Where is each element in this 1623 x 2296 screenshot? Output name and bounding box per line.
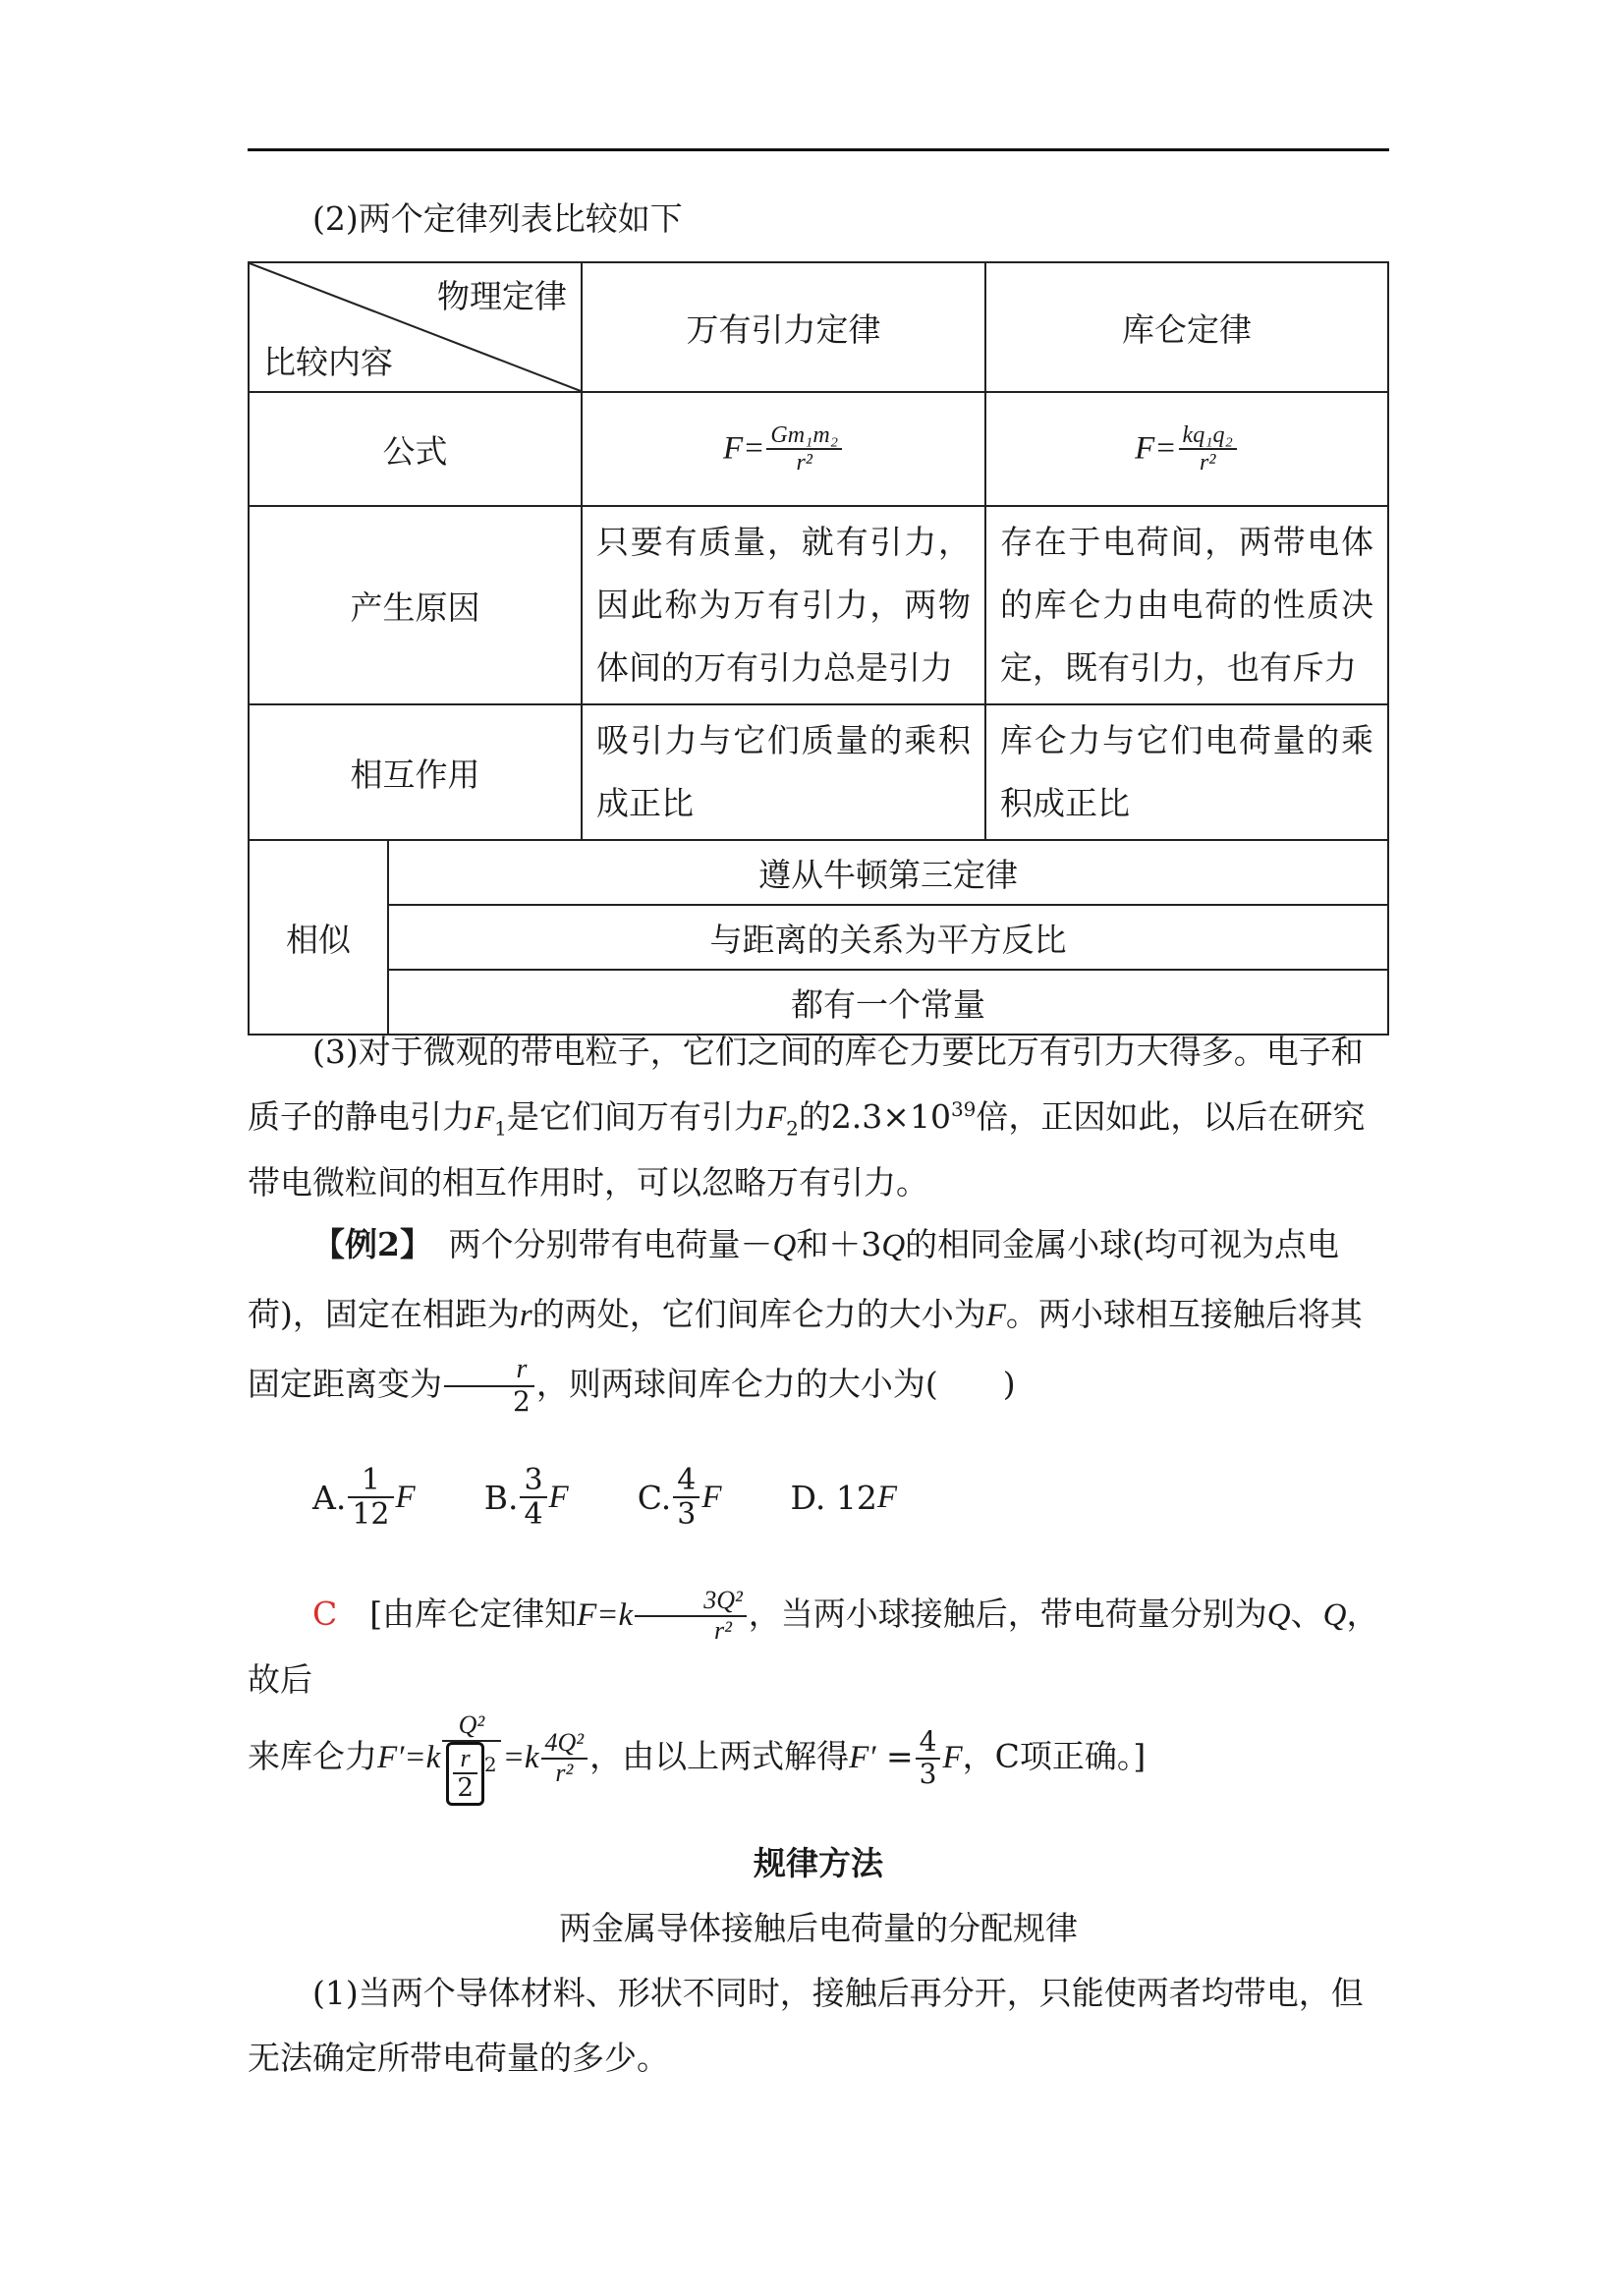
distance-fraction	[444, 1355, 534, 1418]
option-letter: B.	[483, 1478, 519, 1517]
final-num: 4	[916, 1727, 941, 1760]
f2-symbol: F	[765, 1100, 787, 1136]
gravity-formula-num: Gm₁m₂	[766, 422, 842, 450]
option-var: F	[701, 1479, 722, 1515]
coulomb-formula-lhs: F=	[1135, 430, 1177, 466]
para3-text-d: 倍，正因如此，以后在研究带电微粒间的相互作用时，可以忽略万有引力。	[248, 1097, 1366, 1202]
gravity-cause: 只要有质量，就有引力，因此称为万有引力，两物体间的万有引力总是引力	[582, 506, 985, 704]
option-var: F	[876, 1479, 897, 1515]
solution-text: ，由以上两式解得	[589, 1737, 850, 1775]
example-2	[248, 1210, 1389, 1419]
para3-text-c: 的2.3×10	[798, 1097, 951, 1136]
gravity-formula-den: r²	[796, 450, 812, 476]
separator: 、	[1290, 1595, 1323, 1633]
example-text-f: ，则两球间库仑力的大小为( )	[535, 1365, 1016, 1403]
similar-item: 与距离的关系为平方反比	[388, 905, 1388, 970]
example-text-d: 的两处，它们间库仑力的大小为	[532, 1295, 986, 1333]
charge-q2: Q	[881, 1228, 906, 1263]
gravity-formula-lhs: F=	[722, 430, 765, 466]
example-text-e: 。两小球相互接触后将其固定距离变为	[248, 1295, 1363, 1403]
solution-text: ，当两小球接触后，带电荷量分别为	[748, 1595, 1267, 1633]
option-letter: D.	[790, 1478, 826, 1517]
intro-text: (2)两个定律列表比较如下	[312, 199, 683, 238]
force-prime: F′	[377, 1740, 405, 1775]
option-a	[312, 1464, 416, 1531]
gravity-formula	[582, 392, 985, 506]
option-letter: A.	[312, 1478, 347, 1517]
force-f: F	[985, 1298, 1006, 1333]
f1-symbol: F	[475, 1100, 495, 1136]
solution-text: [由库仑定律知	[369, 1595, 578, 1633]
option-var: F	[548, 1479, 569, 1515]
paren-box	[446, 1742, 484, 1806]
header-rule	[248, 148, 1389, 151]
formula-lhs: F=k	[577, 1597, 634, 1633]
inner-exp: 2	[483, 1752, 497, 1776]
f2-subscript: 2	[786, 1116, 799, 1141]
inner-num: r	[453, 1745, 477, 1775]
final-var: F	[942, 1740, 963, 1775]
coulomb-formula-num: kq₁q₂	[1179, 422, 1237, 450]
inner-den: 2	[457, 1773, 474, 1804]
option-num: 4	[673, 1464, 700, 1498]
solution-text: ，C项正确。]	[962, 1737, 1147, 1775]
header-compare-label: 比较内容	[263, 343, 393, 381]
option-den: 12	[352, 1497, 390, 1532]
result-num: 4Q²	[541, 1729, 588, 1760]
option-num: 1	[348, 1464, 393, 1498]
result-den: r²	[555, 1759, 574, 1787]
coulomb-cause: 存在于电荷间，两带电体的库仑力由电荷的性质决定，既有引力，也有斥力	[985, 506, 1388, 704]
col-coulomb-header: 库仑定律	[985, 262, 1388, 392]
similar-item: 都有一个常量	[388, 970, 1388, 1035]
option-den: 3	[677, 1497, 697, 1532]
exponent: 39	[950, 1097, 977, 1121]
coulomb-formula	[985, 392, 1388, 506]
solution-text: ，故后	[248, 1595, 1379, 1699]
option-fraction	[348, 1464, 393, 1531]
similar-item: 遵从牛顿第三定律	[388, 840, 1388, 905]
option-den: 4	[524, 1497, 543, 1532]
final-fraction	[916, 1727, 941, 1790]
answer-letter: C	[312, 1595, 338, 1633]
option-c	[638, 1464, 722, 1531]
option-d	[791, 1479, 897, 1517]
row-interaction-label: 相互作用	[249, 704, 582, 840]
row-formula-label: 公式	[249, 392, 582, 506]
coulomb-interaction: 库仑力与它们电荷量的乘积成正比	[985, 704, 1388, 840]
example-text-a: 两个分别带有电荷量－	[448, 1225, 773, 1263]
formula-den: r²	[714, 1616, 732, 1645]
formula-fraction	[635, 1587, 747, 1645]
distance-frac-num: r	[444, 1355, 534, 1387]
row-cause-label: 产生原因	[249, 506, 582, 704]
result-fraction	[541, 1729, 588, 1787]
formula-num: 3Q²	[635, 1587, 747, 1617]
method-paragraph-1: (1)当两个导体材料、形状不同时，接触后再分开，只能使两者均带电，但无法确定所带电荷量的多少。	[248, 1974, 1364, 2077]
final-den: 3	[919, 1758, 937, 1790]
example-text-c: 的相同金属小球(均可视为点电荷)，固定在相距为	[248, 1225, 1340, 1333]
answer-options	[312, 1464, 966, 1531]
method-title: 规律方法	[754, 1844, 883, 1882]
force-prime: F′	[849, 1740, 876, 1775]
row-similar-label: 相似	[249, 840, 388, 1035]
option-plain: 12	[835, 1478, 877, 1517]
col-gravity-header: 万有引力定律	[582, 262, 985, 392]
gravity-interaction: 吸引力与它们质量的乘积成正比	[582, 704, 985, 840]
para3-text-a: (3)对于微观的带电粒子，它们之间的库仑力要比万有引力大得多。电子和质子的静电引力	[248, 1033, 1364, 1136]
f1-subscript: 1	[494, 1116, 507, 1141]
compound-fraction	[442, 1711, 500, 1806]
charge-symbol: Q	[1322, 1597, 1347, 1633]
option-num: 3	[520, 1464, 546, 1498]
method-subtitle: 两金属导体接触后电荷量的分配规律	[559, 1909, 1078, 1947]
equals: =	[885, 1737, 914, 1775]
inner-fraction	[453, 1745, 477, 1803]
paragraph-3	[248, 1020, 1389, 1215]
gravity-formula-fraction	[766, 422, 842, 476]
distance-r: r	[519, 1298, 532, 1333]
solution-line-2	[248, 1690, 1389, 1824]
solution-text: 来库仑力	[248, 1737, 377, 1775]
option-var: F	[395, 1479, 416, 1515]
compound-num: Q²	[442, 1711, 500, 1742]
coulomb-formula-fraction	[1179, 422, 1237, 476]
charge-symbol: Q	[1266, 1597, 1291, 1633]
option-fraction	[520, 1464, 546, 1531]
example-tag: 【例2】	[312, 1225, 417, 1263]
compound-den	[442, 1742, 500, 1806]
option-fraction	[673, 1464, 700, 1531]
equals-k: =k	[502, 1740, 539, 1775]
option-letter: C.	[637, 1478, 672, 1517]
diagonal-header-cell	[249, 262, 582, 392]
option-b	[484, 1464, 569, 1531]
charge-q1: Q	[772, 1228, 797, 1263]
para3-text-b: 是它们间万有引力	[506, 1097, 766, 1136]
comparison-table	[248, 261, 1389, 1036]
coulomb-formula-den: r²	[1199, 450, 1216, 476]
equals-k: =k	[404, 1740, 441, 1775]
header-law-label: 物理定律	[437, 277, 567, 315]
distance-frac-den: 2	[513, 1385, 531, 1418]
example-text-b: 和＋3	[796, 1225, 882, 1263]
